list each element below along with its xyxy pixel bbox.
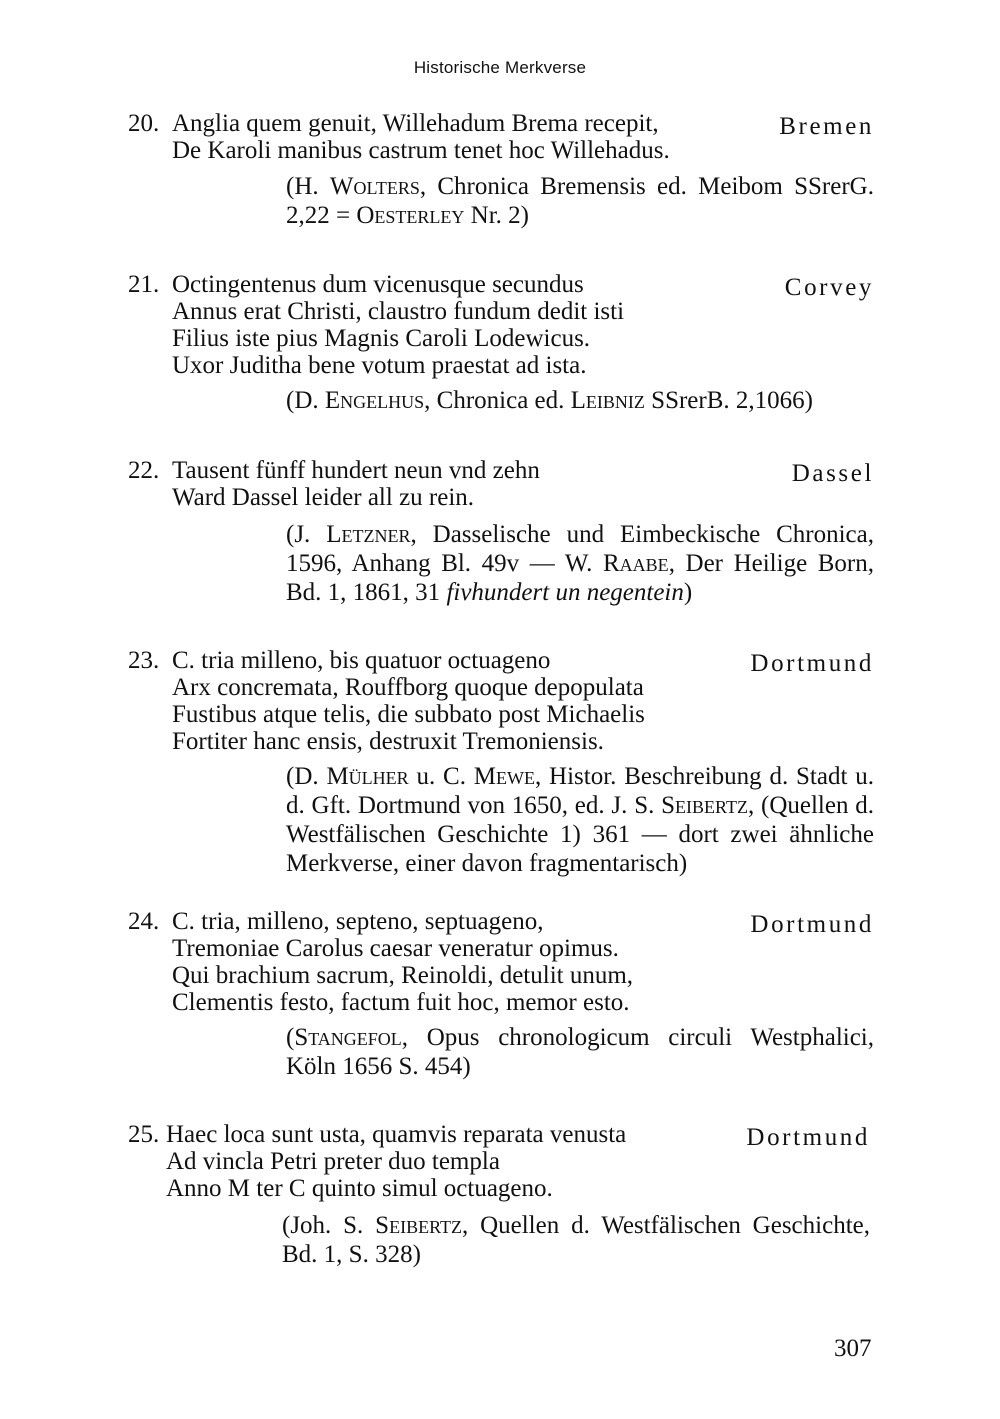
author-name: Raabe xyxy=(603,550,669,577)
entry-number: 22. xyxy=(128,457,160,484)
entry-number: 24. xyxy=(128,908,160,935)
verse-lines xyxy=(172,271,624,379)
place-name: Corvey xyxy=(784,274,874,301)
verse-line: Arx concremata, Rouffborg quoque depopulata xyxy=(172,674,644,701)
verse-line: Annus erat Christi, claustro fundum dedit isti xyxy=(172,298,625,325)
author-name: Wolters xyxy=(329,173,420,200)
verse-line: Tremoniae Carolus caesar veneratur opimus. xyxy=(172,935,619,962)
source-citation: (D. Engelhus, Chronica ed. Leibniz SSrerB. 2,1066) xyxy=(286,387,813,414)
place-name: Bremen xyxy=(779,113,874,140)
verse-line: Qui brachium sacrum, Reinoldi, detulit unum, xyxy=(172,962,634,989)
verse-line: C. tria, milleno, septeno, septuageno, xyxy=(172,908,544,935)
verse-line: Haec loca sunt usta, quamvis reparata venusta xyxy=(166,1121,627,1148)
verse-lines xyxy=(172,457,540,511)
author-name: Stangefol xyxy=(294,1024,402,1051)
verse-line: Uxor Juditha bene votum praestat ad ista. xyxy=(172,352,587,379)
author-name: Mewe xyxy=(473,763,535,790)
verse-line: Fortiter hanc ensis, destruxit Tremoniensis. xyxy=(172,728,604,755)
verse-line: Tausent fünff hundert neun vnd zehn xyxy=(172,457,540,484)
verse-line: C. tria milleno, bis quatuor octuageno xyxy=(172,647,551,674)
source-citation: (D. Mülher u. C. Mewe, Histor. Beschreibung d. Stadt u. d. Gft. Dortmund von 1650, ed. J. S. Seibertz, (Quellen d. Westfälischen Geschichte 1) 361 — dort zwei ähnliche Merkverse, einer davon fragmentarisch) xyxy=(286,763,874,877)
running-header: Historische Merkverse xyxy=(413,58,587,77)
place-name: Dortmund xyxy=(746,1124,870,1151)
place-name: Dassel xyxy=(791,460,874,487)
author-name: Oesterley xyxy=(356,202,465,229)
verse-lines xyxy=(172,647,645,755)
author-name: Engelhus xyxy=(324,387,425,414)
verse-line: Octingentenus dum vicenusque secundus xyxy=(172,271,584,298)
verse-line: Clementis festo, factum fuit hoc, memor esto. xyxy=(172,989,630,1016)
entry-number: 25. xyxy=(128,1121,160,1148)
verse-line: De Karoli manibus castrum tenet hoc Willehadus. xyxy=(172,137,670,164)
italic-quote: fivhundert un negentein xyxy=(446,579,684,606)
verse-line: Ward Dassel leider all zu rein. xyxy=(172,484,475,511)
source-citation: (H. Wolters, Chronica Bremensis ed. Meibom SSrerG. 2,22 = Oesterley Nr. 2) xyxy=(286,173,874,229)
place-name: Dortmund xyxy=(750,650,874,677)
page-number: 307 xyxy=(834,1335,872,1362)
place-name: Dortmund xyxy=(750,911,874,938)
verse-line: Fustibus atque telis, die subbato post Michaelis xyxy=(172,701,645,728)
source-citation: (Joh. S. Seibertz, Quellen d. Westfälischen Geschichte, Bd. 1, S. 328) xyxy=(282,1212,870,1268)
author-name: Seibertz xyxy=(375,1212,462,1239)
source-citation: (J. Letzner, Dasselische und Eimbeckische Chronica, 1596, Anhang Bl. 49v — W. Raabe, Der Heilige Born, Bd. 1, 1861, 31 fivhundert un negentein) xyxy=(286,521,874,606)
entry-number: 20. xyxy=(128,110,160,137)
author-name: Letzner xyxy=(326,521,411,548)
source-citation: (Stangefol, Opus chronologicum circuli Westphalici, Köln 1656 S. 454) xyxy=(286,1024,874,1080)
verse-line: Anno M ter C quinto simul octuageno. xyxy=(166,1175,553,1202)
verse-lines xyxy=(172,110,670,164)
author-name: Seibertz xyxy=(661,792,748,819)
author-name: Leibniz xyxy=(570,387,645,414)
verse-line: Anglia quem genuit, Willehadum Brema recepit, xyxy=(172,110,659,137)
entry-number: 23. xyxy=(128,647,160,674)
verse-line: Filius iste pius Magnis Caroli Lodewicus. xyxy=(172,325,591,352)
verse-line: Ad vincla Petri preter duo templa xyxy=(166,1148,500,1175)
entry-number: 21. xyxy=(128,271,160,298)
verse-lines xyxy=(172,908,633,1016)
verse-lines xyxy=(166,1121,626,1202)
author-name: Mülher xyxy=(326,763,409,790)
